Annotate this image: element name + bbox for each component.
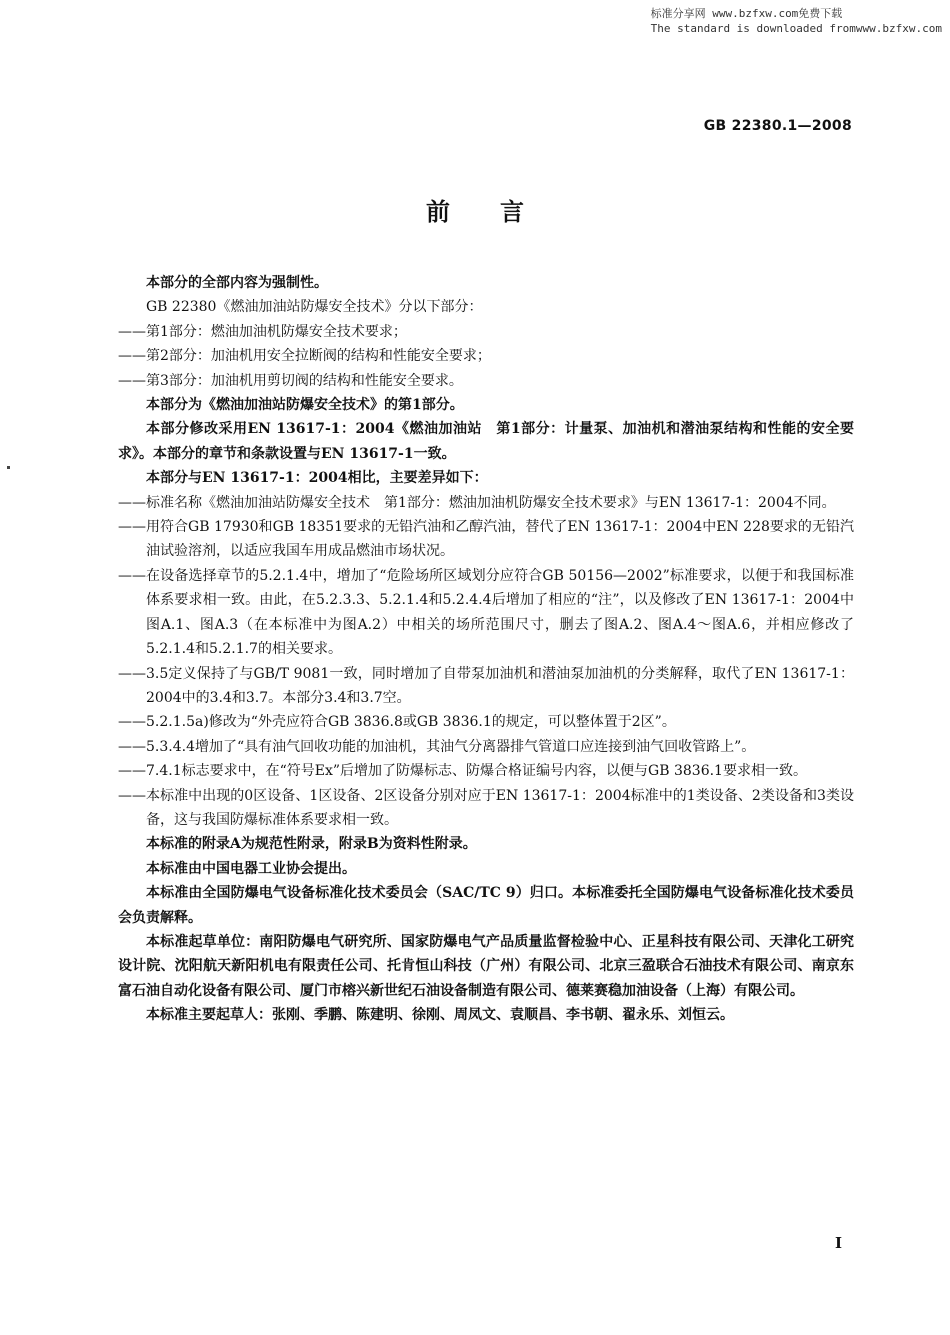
- dash-marker: ——: [118, 348, 146, 365]
- list-item: [118, 662, 854, 711]
- watermark-line-en: The standard is downloaded fromwww.bzfxw.com: [650, 22, 942, 35]
- list-item: [118, 369, 854, 393]
- list-item: [118, 784, 854, 833]
- paragraph: 本标准的附录A为规范性附录，附录B为资料性附录。: [146, 836, 477, 853]
- dash-marker: ——: [118, 567, 146, 584]
- list-item: [118, 515, 854, 564]
- watermark: [651, 6, 942, 36]
- paragraph: 本部分与EN 13617-1：2004相比，主要差异如下：: [146, 470, 488, 487]
- dash-marker: ——: [118, 519, 146, 536]
- list-item: [118, 759, 854, 783]
- dash-marker: ——: [118, 372, 146, 389]
- list-item: [118, 564, 854, 662]
- dash-marker: ——: [118, 323, 146, 340]
- list-item-text: 第3部分：加油机用剪切阀的结构和性能安全要求。: [146, 372, 463, 389]
- dash-marker: ——: [118, 763, 146, 780]
- list-item: [118, 710, 854, 734]
- page-title: 前言: [426, 198, 574, 226]
- list-item-text: 第1部分：燃油加油机防爆安全技术要求；: [146, 323, 407, 340]
- dash-marker: ——: [118, 787, 146, 804]
- list-item: [118, 344, 854, 368]
- list-item: [118, 320, 854, 344]
- list-item-text: 用符合GB 17930和GB 18351要求的无铅汽油和乙醇汽油，替代了EN 13617-1：2004中EN 228要求的无铅汽油试验溶剂，以适应我国车用成品燃油市场状况。: [146, 519, 854, 560]
- standard-number: GB 22380.1—2008: [703, 118, 852, 134]
- foreword-body: [118, 271, 854, 1028]
- paragraph: 本标准由中国电器工业协会提出。: [146, 860, 356, 877]
- paragraph: GB 22380《燃油加油站防爆安全技术》分以下部分：: [146, 299, 483, 316]
- dash-marker: ——: [118, 714, 146, 731]
- list-item: [118, 735, 854, 759]
- paragraph: 本部分的全部内容为强制性。: [146, 275, 328, 291]
- paragraph: 本部分为《燃油加油站防爆安全技术》的第1部分。: [146, 397, 464, 414]
- list-item-text: 第2部分：加油机用安全拉断阀的结构和性能安全要求；: [146, 348, 491, 365]
- list-item-text: 在设备选择章节的5.2.1.4中，增加了“危险场所区域划分应符合GB 50156—2002”标准要求，以便于和我国标准体系要求相一致。由此，在5.2.3.3、5.2.1.4和5.2.4.4后增加了相应的“注”，以及修改了EN 13617-1：2004中图A.1、图A.3（在本标准中为图A.2）中相关的场所范围尺寸，删去了图A.2、图A.4～图A.6，并相应修改了5.2.1.4和5.2.1.7的相关要求。: [146, 567, 854, 658]
- paragraph: 本标准由全国防爆电气设备标准化技术委员会（SAC/TC 9）归口。本标准委托全国防爆电气设备标准化技术委员会负责解释。: [118, 885, 854, 926]
- list-item-text: 3.5定义保持了与GB/T 9081一致，同时增加了自带泵加油机和潜油泵加油机的分类解释，取代了EN 13617-1：2004中的3.4和3.7。本部分3.4和3.7空。: [146, 665, 854, 706]
- dash-marker: ——: [118, 665, 146, 682]
- scan-speck: [7, 466, 10, 469]
- list-item-text: 5.2.1.5a)修改为“外壳应符合GB 3836.8或GB 3836.1的规定，可以整体置于2区”。: [146, 714, 676, 731]
- paragraph: 本标准主要起草人：张刚、季鹏、陈建明、徐刚、周凤文、袁顺昌、李书朝、翟永乐、刘恒云。: [146, 1007, 734, 1024]
- paragraph: 本标准起草单位：南阳防爆电气研究所、国家防爆电气产品质量监督检验中心、正星科技有限公司、天津化工研究设计院、沈阳航天新阳机电有限责任公司、托肯恒山科技（广州）有限公司、北京三盈联合石油技术有限公司、南京东富石油自动化设备有限公司、厦门市榕兴新世纪石油设备制造有限公司、德莱赛稳加油设备（上海）有限公司。: [118, 933, 854, 999]
- list-item: [118, 491, 854, 515]
- list-item-text: 7.4.1标志要求中，在“符号Ex”后增加了防爆标志、防爆合格证编号内容，以便与GB 3836.1要求相一致。: [146, 763, 807, 780]
- watermark-line-cn: 标准分享网 www.bzfxw.com免费下载: [650, 7, 843, 20]
- dash-marker: ——: [118, 738, 146, 755]
- list-item-text: 标准名称《燃油加油站防爆安全技术 第1部分：燃油加油机防爆安全技术要求》与EN 13617-1：2004不同。: [146, 494, 836, 511]
- list-item-text: 本标准中出现的0区设备、1区设备、2区设备分别对应于EN 13617-1：2004标准中的1类设备、2类设备和3类设备，这与我国防爆标准体系要求相一致。: [146, 787, 854, 828]
- page-number: I: [834, 1234, 842, 1252]
- paragraph: 本部分修改采用EN 13617-1：2004《燃油加油站 第1部分：计量泵、加油机和潜油泵结构和性能的安全要求》。本部分的章节和条款设置与EN 13617-1一致。: [118, 421, 854, 462]
- dash-marker: ——: [118, 494, 146, 511]
- list-item-text: 5.3.4.4增加了“具有油气回收功能的加油机，其油气分离器排气管道口应连接到油气回收管路上”。: [146, 738, 756, 755]
